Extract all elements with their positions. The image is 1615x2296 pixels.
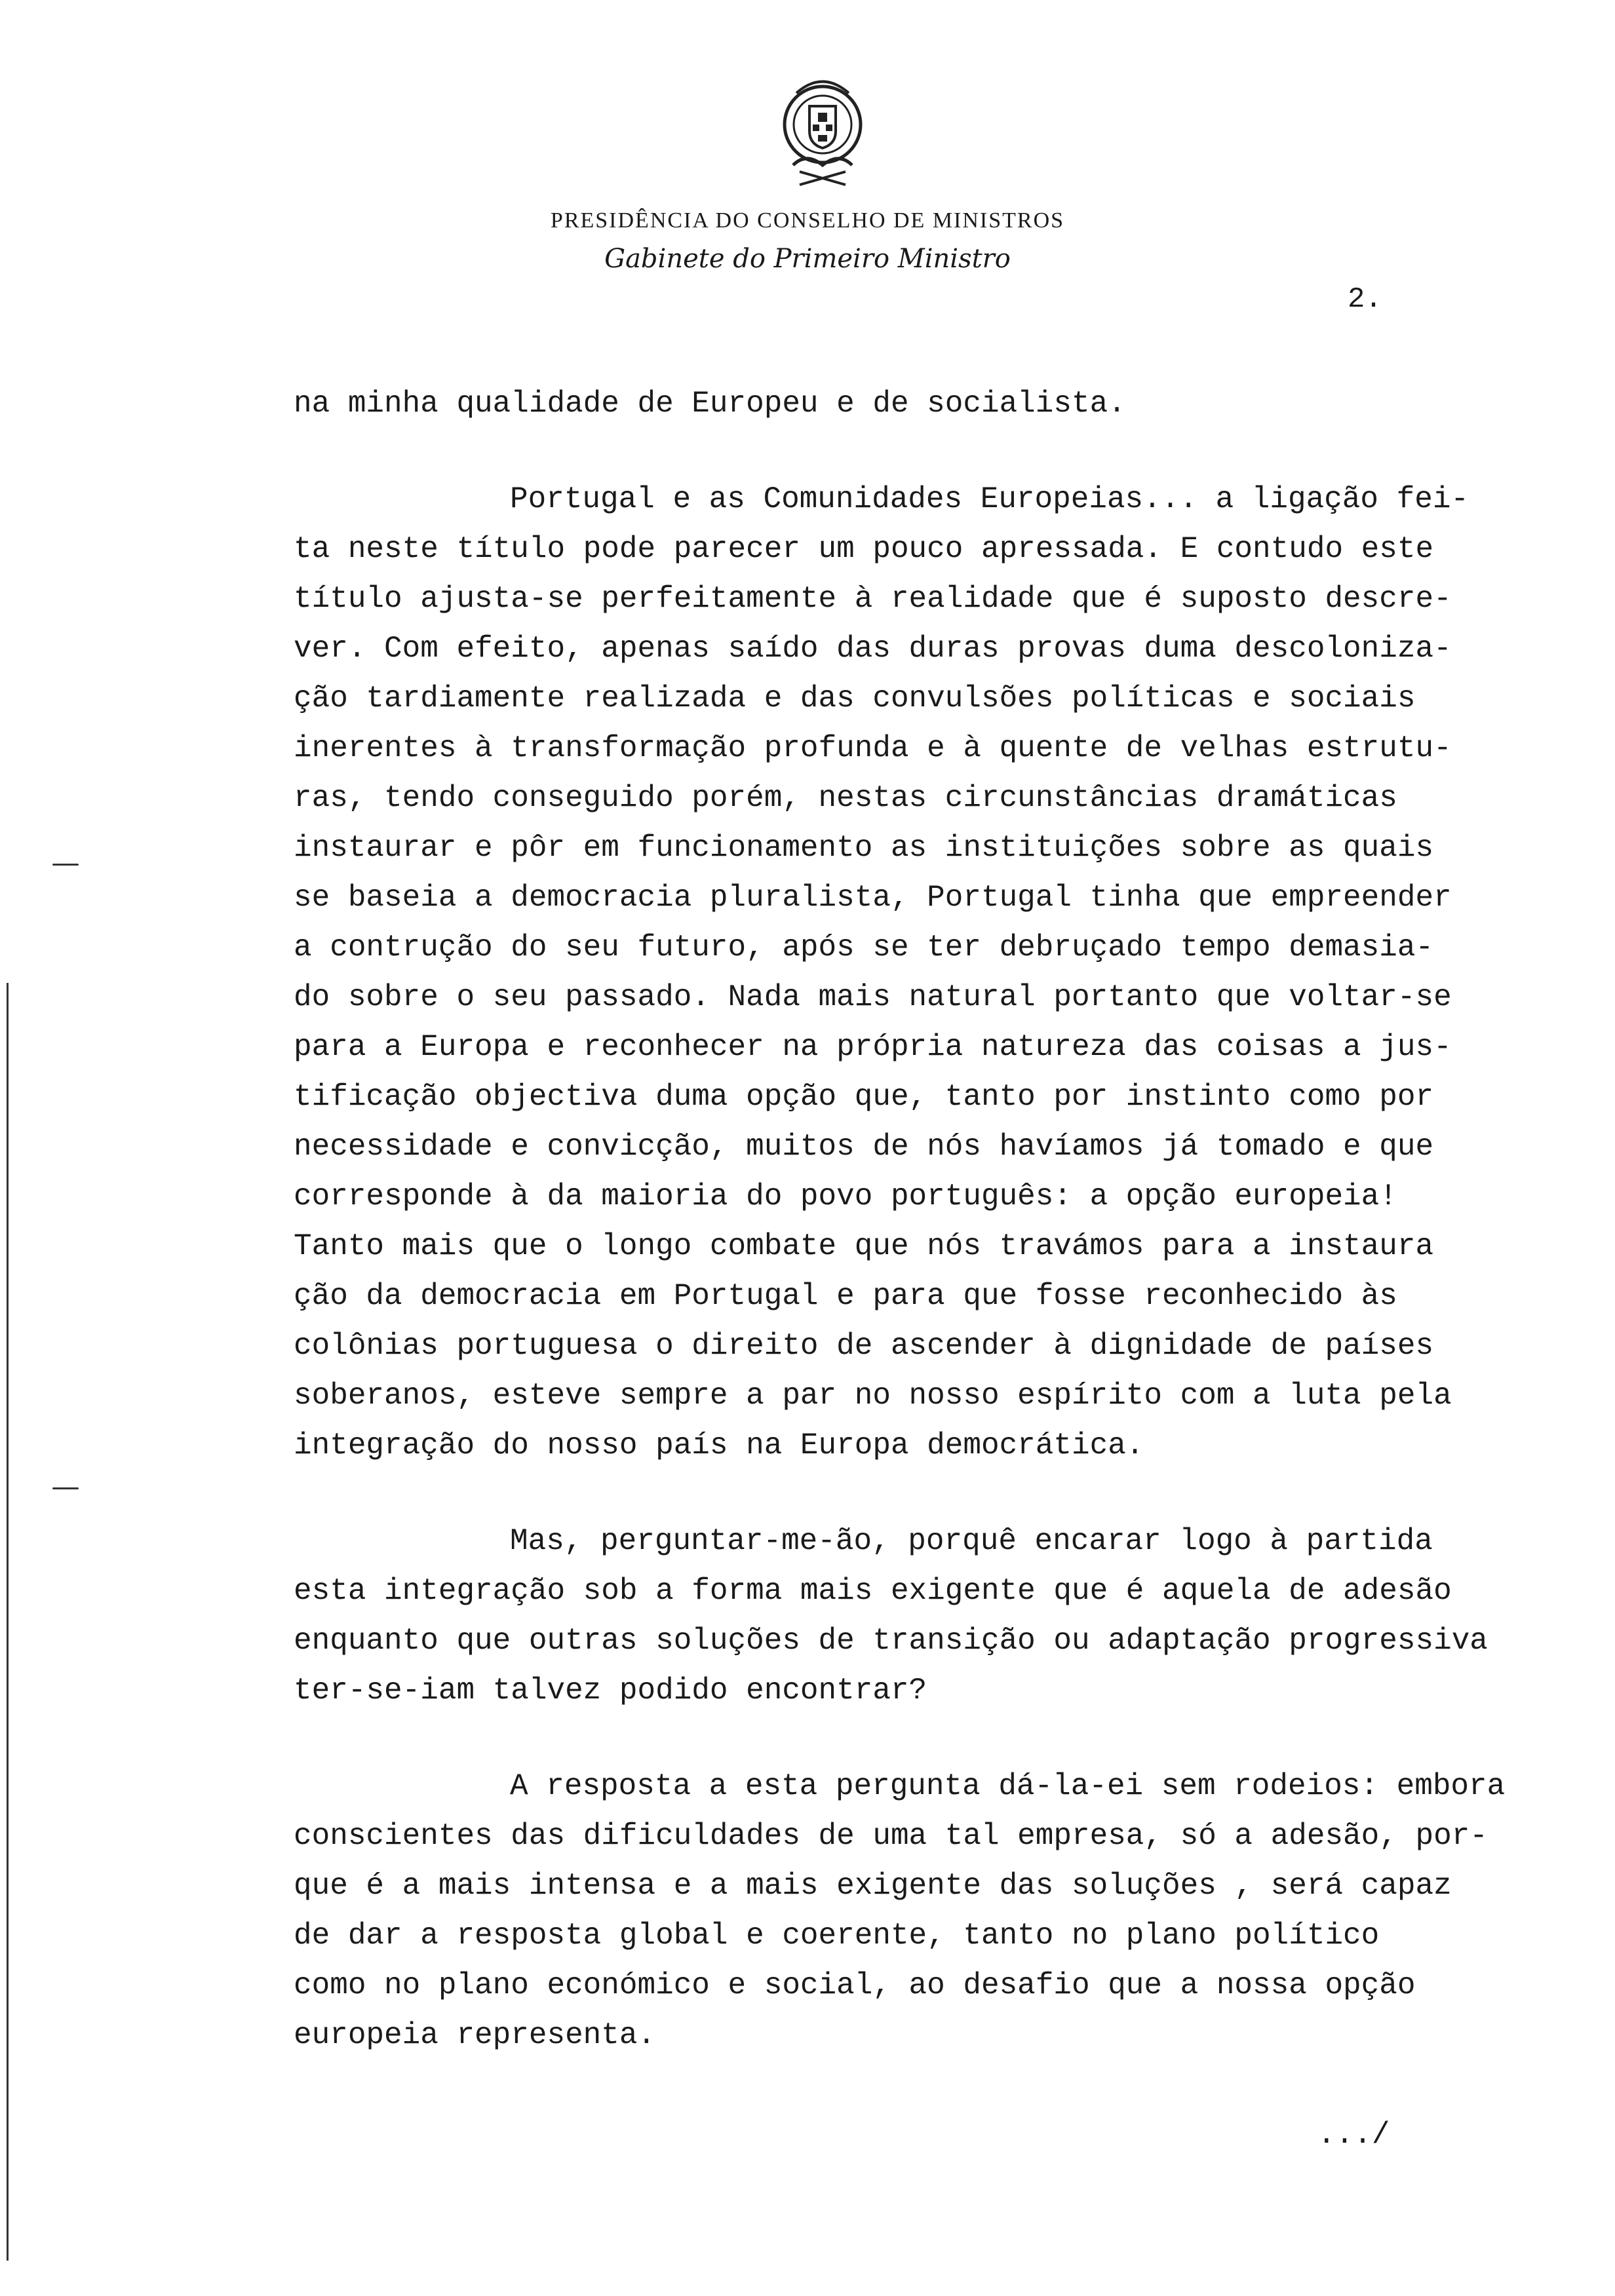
letterhead-subtitle: Gabinete do Primeiro Ministro <box>604 244 1011 274</box>
body-text <box>294 379 1598 2060</box>
paragraph-4: A resposta a esta pergunta dá-la-ei sem rodeios: embora conscientes das dificuldades de uma tal empresa, só a adesão, por- que é a mais intensa e a mais exigente das soluções , será capaz de dar a resposta global e coerente, tanto no plano político como no plano económico e social, ao desafio que a nossa opção europeia representa. <box>294 1769 1506 2052</box>
paragraph-1: na minha qualidade de Europeu e de socialista. <box>294 387 1126 421</box>
coat-of-arms-icon <box>773 73 872 198</box>
paragraph-3: Mas, perguntar-me-ão, porquê encarar logo à partida esta integração sob a forma mais exigente que é aquela de adesão enquanto que outras soluções de transição ou adaptação progressiva ter-se-iam talvez podido encontrar? <box>294 1524 1488 1708</box>
continuation-mark: .../ <box>1317 2118 1390 2152</box>
paragraph-2: Portugal e as Comunidades Europeias... a ligação fei- ta neste título pode parecer um pouco apressada. E contudo este título ajusta-se perfeitamente à realidade que é suposto descre- ver. Com efeito, apenas saído das duras provas duma descoloniza- ção tardiamente realizada e das convulsões políticas e sociais inerentes à transformação profunda e à quente de velhas estrutu- ras, tendo conseguido porém, nestas circunstâncias dramáticas instaurar e pôr em funcionamento as instituições sobre as quais se baseia a democracia pluralista, Portugal tinha que empreender a contrução do seu futuro, após se ter debruçado tempo demasia- do sobre o seu passado. Nada mais natural portanto que voltar-se para a Europa e reconhecer na própria natureza das coisas a jus- tificação objectiva duma opção que, tanto por instinto como por necessidade e convicção, muitos de nós havíamos já tomado e que corresponde à da maioria do povo português: a opção europeia! Tanto mais que o longo combate que nós travámos para a instaura ção da democracia em Portugal e para que fosse reconhecido às colônias portuguesa o direito de ascender à dignidade de países soberanos, esteve sempre a par no nosso espírito com a luta pela integração do nosso país na Europa democrática. <box>294 482 1469 1463</box>
page-number: 2. <box>1348 283 1382 316</box>
margin-tick <box>52 1487 79 1489</box>
margin-tick <box>52 864 79 866</box>
margin-binding-line <box>7 983 9 2261</box>
letterhead-title: PRESIDÊNCIA DO CONSELHO DE MINISTROS <box>550 208 1065 233</box>
